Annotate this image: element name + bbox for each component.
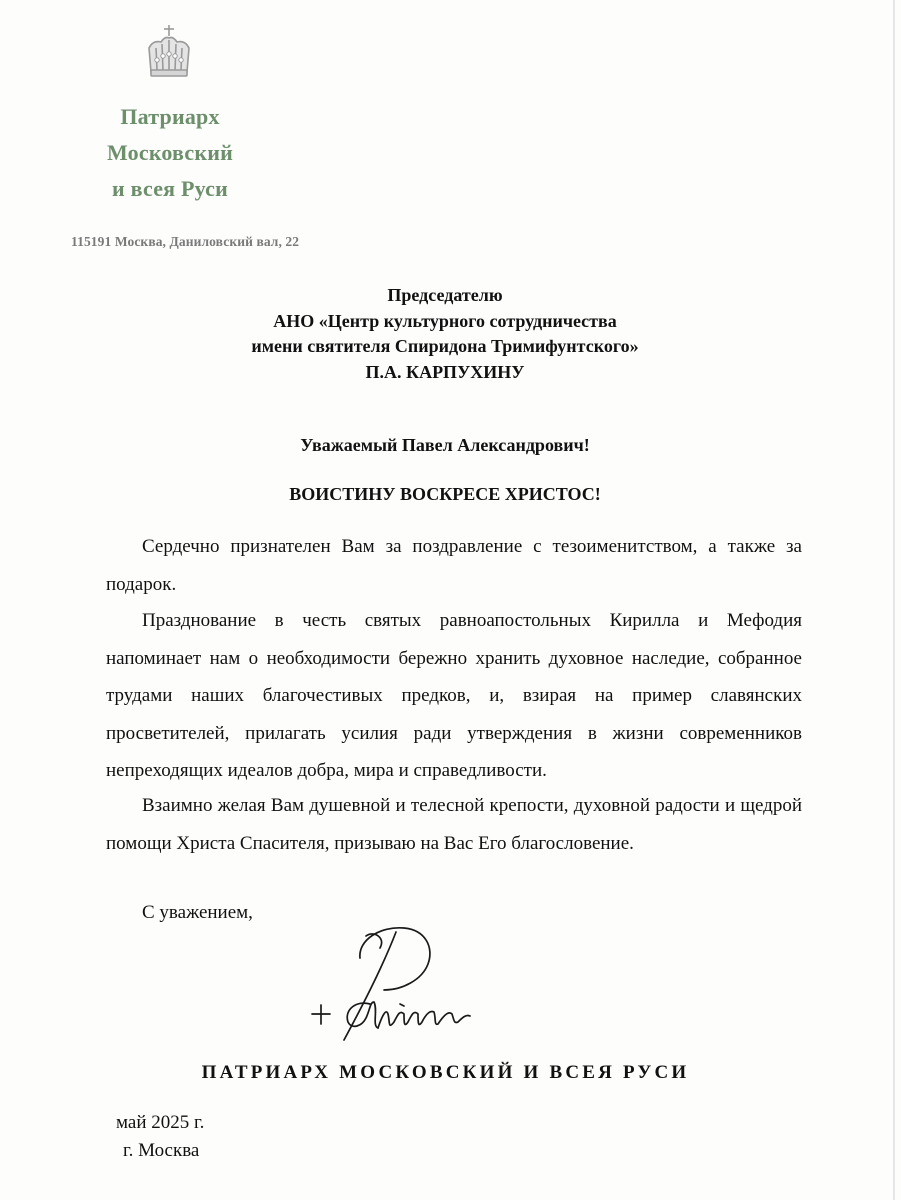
letterhead-address: 115191 Москва, Даниловский вал, 22 bbox=[71, 234, 300, 249]
handwritten-signature bbox=[300, 918, 500, 1048]
letterhead-title-line1: Патриарх bbox=[120, 104, 220, 129]
body-paragraph: Сердечно признателен Вам за поздравление с тезоименитством, а также за подарок. bbox=[106, 536, 802, 595]
recipient-line1: Председателю bbox=[387, 285, 503, 305]
signatory-title: ПАТРИАРХ МОСКОВСКИЙ И ВСЕЯ РУСИ bbox=[201, 1062, 690, 1083]
letter-date: май 2025 г. bbox=[116, 1112, 205, 1133]
salutation: Уважаемый Павел Александрович! bbox=[300, 435, 590, 455]
letterhead-title-line3: и всея Руси bbox=[112, 176, 228, 201]
crown-icon bbox=[143, 24, 195, 82]
body-paragraph: Празднование в честь святых равноапостольных Кирилла и Мефодия напоминает нам о необходимости бережно хранить духовное наследие, собранное трудами наших благочестивых предков, и, взирая на пример славянских просветителей, прилагать усилия ради утверждения в жизни современников непреходящих идеалов добра, мира и справедливости. bbox=[106, 610, 802, 781]
recipient-line2: АНО «Центр культурного сотрудничества bbox=[273, 311, 617, 331]
recipient-line4: П.А. КАРПУХИНУ bbox=[365, 362, 525, 382]
letterhead-title-line2: Московский bbox=[106, 140, 234, 165]
paschal-greeting: ВОИСТИНУ ВОСКРЕСЕ ХРИСТОС! bbox=[289, 484, 601, 504]
letter-city: г. Москва bbox=[123, 1140, 200, 1161]
closing-phrase: С уважением, bbox=[142, 902, 253, 923]
body-paragraph: Взаимно желая Вам душевной и телесной крепости, духовной радости и щедрой помощи Христа Спасителя, призываю на Вас Его благословение. bbox=[106, 795, 802, 854]
recipient-line3: имени святителя Спиридона Тримифунтского» bbox=[251, 336, 639, 356]
page-edge-line bbox=[893, 0, 895, 1200]
